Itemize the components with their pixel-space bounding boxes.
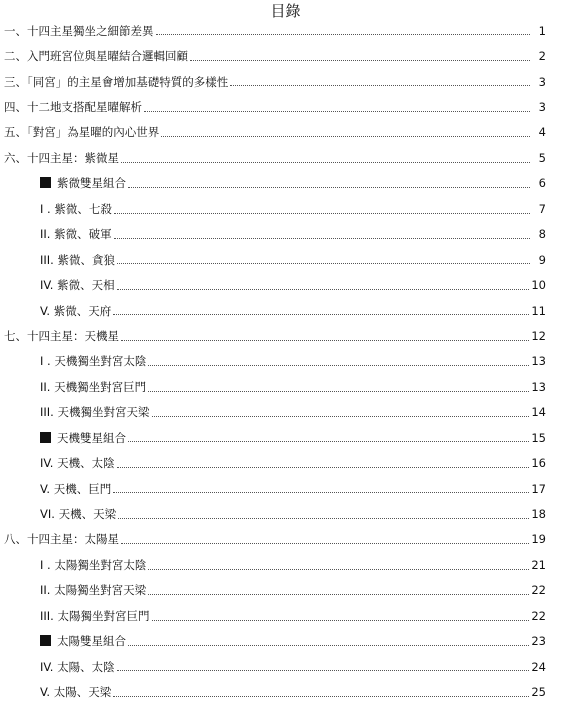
toc-entry-text: V. 太陽、天梁 — [40, 685, 112, 700]
toc-entry-label — [4, 124, 159, 140]
dot-leader — [121, 340, 529, 341]
dot-leader — [156, 34, 531, 35]
dot-leader — [113, 492, 529, 493]
dot-leader — [128, 645, 529, 646]
toc-entry-label — [40, 633, 126, 649]
toc-entry-text: 四、十二地支搭配星曜解析 — [4, 100, 142, 115]
toc-entry-text: I . 太陽獨坐對宮太陰 — [40, 557, 147, 572]
toc-entry[interactable] — [0, 18, 571, 43]
toc-entry-text: IV. 天機、太陰 — [40, 456, 115, 471]
dot-leader — [148, 365, 529, 366]
toc-entry-text: V. 天機、巨門 — [40, 481, 112, 496]
toc-entry-label — [4, 74, 228, 90]
toc-entry-page-number: 13 — [531, 379, 546, 394]
dot-leader — [128, 441, 529, 442]
toc-entry[interactable] — [0, 43, 571, 68]
toc-entry-label — [4, 531, 119, 547]
toc-entry-text: V. 紫微、天府 — [40, 303, 112, 318]
toc-entry-label — [40, 659, 115, 675]
toc-entry-label — [4, 23, 154, 39]
toc-entry[interactable] — [0, 374, 571, 399]
toc-entry[interactable] — [0, 476, 571, 501]
toc-entry-page-number: 10 — [531, 278, 546, 293]
toc-entry-page-number: 24 — [531, 659, 546, 674]
toc-entry-page-number: 1 — [538, 23, 546, 38]
toc-entry-label — [40, 455, 115, 471]
dot-leader — [117, 467, 530, 468]
toc-entry-page-number: 12 — [531, 328, 546, 343]
toc-entry-page-number: 16 — [531, 456, 546, 471]
toc-entry[interactable] — [0, 400, 571, 425]
toc-entry-label — [40, 379, 146, 395]
dot-leader — [114, 238, 530, 239]
toc-entry-label — [40, 201, 112, 217]
toc-entry-page-number: 18 — [531, 507, 546, 522]
dot-leader — [113, 696, 529, 697]
dot-leader — [118, 518, 529, 519]
toc-entry-label — [40, 506, 116, 522]
toc-entry-label — [40, 252, 115, 268]
toc-entry-label — [4, 150, 119, 166]
dot-leader — [121, 162, 530, 163]
toc-entry[interactable] — [0, 450, 571, 475]
toc-entry[interactable] — [0, 603, 571, 628]
dot-leader — [114, 213, 530, 214]
dot-leader — [230, 85, 530, 86]
toc-entry[interactable] — [0, 222, 571, 247]
toc-entry-label — [4, 48, 188, 64]
toc-entry-text: 六、十四主星：紫微星 — [4, 150, 119, 165]
toc-entry[interactable] — [0, 171, 571, 196]
toc-entry-label — [4, 328, 119, 344]
dot-leader — [113, 314, 529, 315]
toc-entry-text: 三、「同宮」的主星會增加基礎特質的多樣性 — [4, 74, 229, 89]
toc-entry[interactable] — [0, 272, 571, 297]
dot-leader — [152, 416, 530, 417]
toc-entry[interactable] — [0, 298, 571, 323]
toc-entry-page-number: 25 — [531, 685, 546, 700]
toc-entry-label — [40, 353, 146, 369]
dot-leader — [128, 187, 530, 188]
toc-entry-page-number: 9 — [538, 252, 546, 267]
toc-entry-page-number: 14 — [531, 405, 546, 420]
toc-entry[interactable] — [0, 578, 571, 603]
toc-entry[interactable] — [0, 654, 571, 679]
toc-entry-page-number: 2 — [538, 49, 546, 64]
table-of-contents — [0, 18, 571, 705]
dot-leader — [117, 263, 530, 264]
toc-entry-page-number: 11 — [531, 303, 546, 318]
toc-entry[interactable] — [0, 349, 571, 374]
toc-entry-text: I . 天機獨坐對宮太陰 — [40, 354, 147, 369]
dot-leader — [148, 569, 529, 570]
toc-entry-page-number: 4 — [538, 125, 546, 140]
toc-entry-label — [40, 608, 150, 624]
toc-entry[interactable] — [0, 94, 571, 119]
black-square-icon — [40, 432, 51, 443]
toc-entry-page-number: 13 — [531, 354, 546, 369]
toc-entry[interactable] — [0, 527, 571, 552]
toc-entry[interactable] — [0, 501, 571, 526]
toc-entry-text: 紫微雙星組合 — [57, 176, 126, 191]
dot-leader — [148, 391, 529, 392]
toc-entry-label — [40, 175, 126, 191]
toc-entry[interactable] — [0, 145, 571, 170]
toc-entry-text: I . 紫微、七殺 — [40, 201, 112, 216]
dot-leader — [161, 136, 530, 137]
toc-entry-page-number: 21 — [531, 557, 546, 572]
toc-entry-page-number: 5 — [538, 150, 546, 165]
toc-entry-text: 五、「對宮」為星曜的內心世界 — [4, 125, 160, 140]
toc-entry-text: II. 太陽獨坐對宮天梁 — [40, 583, 147, 598]
toc-entry-text: 天機雙星組合 — [57, 430, 126, 445]
toc-entry-text: III. 天機獨坐對宮天梁 — [40, 405, 150, 420]
toc-entry[interactable] — [0, 425, 571, 450]
dot-leader — [121, 543, 529, 544]
toc-entry-label — [40, 481, 111, 497]
dot-leader — [117, 289, 530, 290]
toc-entry-text: II. 紫微、破軍 — [40, 227, 112, 242]
toc-entry-text: 二、入門班宮位與星曜結合邏輯回顧 — [4, 49, 188, 64]
black-square-icon — [40, 635, 51, 646]
toc-entry[interactable] — [0, 323, 571, 348]
toc-entry[interactable] — [0, 552, 571, 577]
toc-entry-page-number: 17 — [531, 481, 546, 496]
toc-entry-text: IV. 太陽、太陰 — [40, 659, 115, 674]
toc-entry-label — [40, 226, 112, 242]
dot-leader — [190, 60, 530, 61]
toc-entry[interactable] — [0, 247, 571, 272]
toc-entry-page-number: 7 — [538, 201, 546, 216]
toc-entry[interactable] — [0, 679, 571, 704]
toc-entry-page-number: 8 — [538, 227, 546, 242]
toc-entry-text: 八、十四主星：太陽星 — [4, 532, 119, 547]
toc-entry-page-number: 15 — [531, 430, 546, 445]
toc-entry-page-number: 23 — [531, 634, 546, 649]
toc-entry-label — [40, 303, 111, 319]
toc-entry-page-number: 3 — [538, 74, 546, 89]
toc-entry-label — [40, 277, 115, 293]
toc-entry-text: 一、十四主星獨坐之細節差異 — [4, 23, 154, 38]
toc-entry-page-number: 19 — [531, 532, 546, 547]
dot-leader — [117, 670, 530, 671]
page-title: 目錄 — [270, 2, 301, 20]
toc-entry-text: II. 天機獨坐對宮巨門 — [40, 379, 147, 394]
toc-entry-page-number: 22 — [531, 583, 546, 598]
toc-entry-label — [40, 430, 126, 446]
toc-entry-text: III. 紫微、貪狼 — [40, 252, 115, 267]
toc-entry-page-number: 3 — [538, 100, 546, 115]
toc-entry[interactable] — [0, 629, 571, 654]
toc-entry-text: VI. 天機、天梁 — [40, 507, 117, 522]
toc-entry-text: III. 太陽獨坐對宮巨門 — [40, 608, 150, 623]
toc-entry-label — [4, 99, 142, 115]
dot-leader — [144, 111, 530, 112]
dot-leader — [148, 594, 529, 595]
toc-entry-label — [40, 582, 146, 598]
toc-entry-page-number: 6 — [538, 176, 546, 191]
toc-entry-label — [40, 404, 150, 420]
dot-leader — [152, 620, 530, 621]
toc-entry[interactable] — [0, 120, 571, 145]
toc-entry-text: IV. 紫微、天相 — [40, 278, 115, 293]
toc-entry-label — [40, 557, 146, 573]
toc-entry-text: 太陽雙星組合 — [57, 634, 126, 649]
black-square-icon — [40, 177, 51, 188]
toc-entry[interactable] — [0, 69, 571, 94]
toc-entry-text: 七、十四主星：天機星 — [4, 328, 119, 343]
toc-entry-page-number: 22 — [531, 608, 546, 623]
toc-entry[interactable] — [0, 196, 571, 221]
